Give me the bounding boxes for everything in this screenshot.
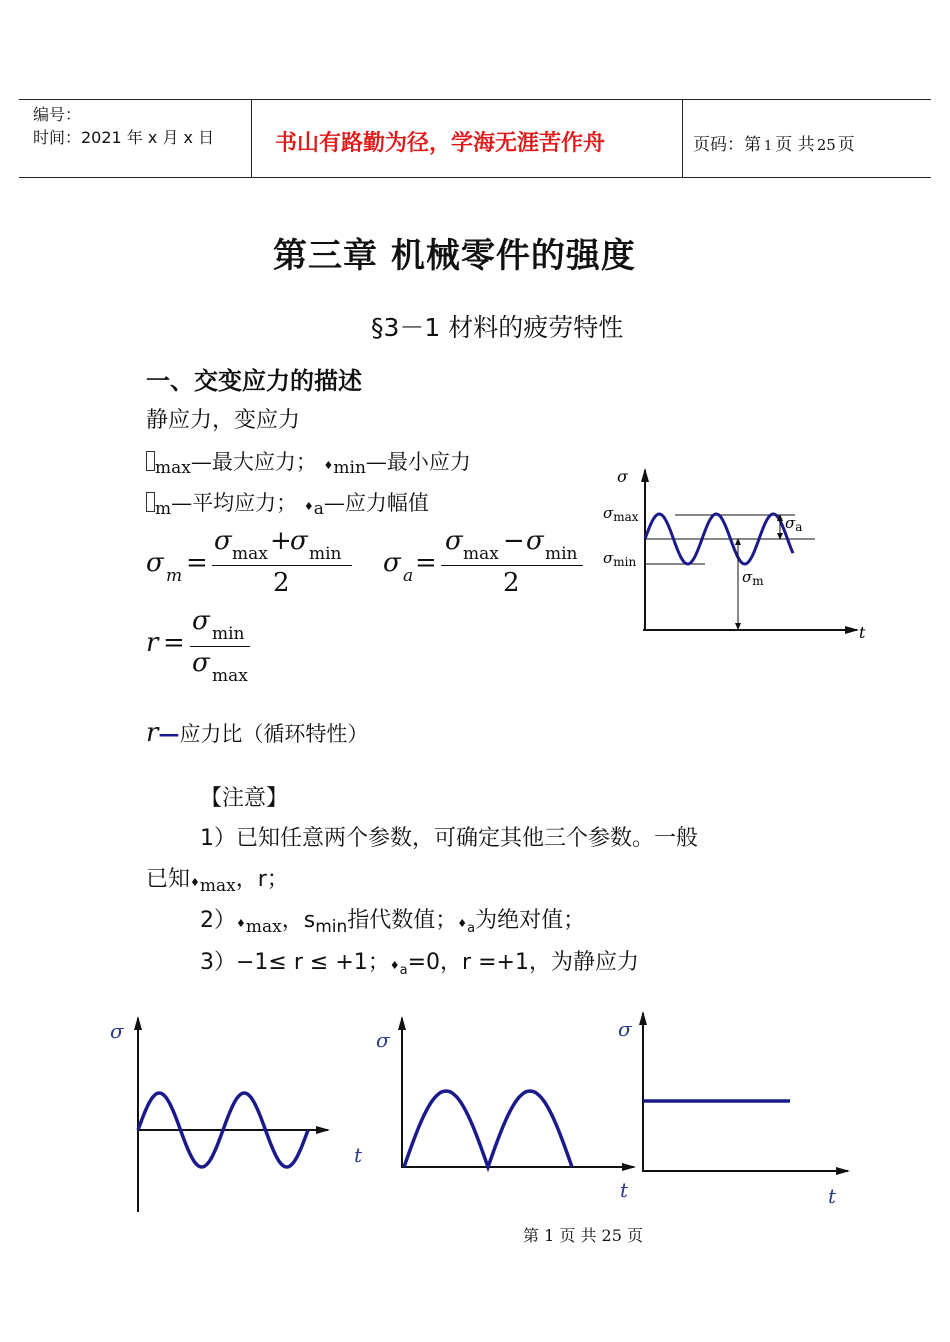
formula-denominator: 2 [503,568,520,598]
formula-num-sigma: σ [445,526,463,556]
line-mean-amp-stress [146,487,429,519]
text: 已知 [146,867,191,892]
formula-num-max: max [232,544,268,564]
text-max-stress: —最大应力； [190,450,317,474]
axis-t: t [859,623,866,642]
label-sigma-max [603,504,639,524]
header-divider-2 [682,100,683,178]
sub-max: max [155,458,191,478]
text: −1≤ r ≤ +1； [236,950,390,975]
formula-num-sigma: σ [192,606,210,636]
sub-min: min [613,555,637,569]
sub-max: max [199,876,236,896]
formula-sigma-a [383,528,603,598]
sigma: σ [603,549,614,567]
formula-r-symbol: r [146,628,159,658]
fraction-bar [190,646,250,647]
note-p1-line2 [146,862,289,896]
note-p3 [200,945,639,978]
page-code-mid: 页 共 [775,135,815,155]
line-max-min-stress [146,446,471,478]
note-p2 [200,903,585,937]
fraction-bar [441,565,583,566]
r-symbol: r [146,718,159,748]
formula-sigma: σ [383,548,401,578]
chapter-title: 第三章 机械零件的强度 [273,236,636,276]
pulsating-curve [404,1091,572,1167]
formula-num-sigma2: σ [526,526,544,556]
label-sigma-min [603,549,636,569]
formula-num-max: max [463,544,499,564]
pulsating-cycle-diagram [370,1015,640,1200]
label-sigma-a [785,514,802,534]
formula-equals: = [415,548,437,578]
formula-minus: − [503,526,525,556]
formula-num-sigma: σ [214,526,232,556]
text: ，s [281,908,316,933]
header-divider-1 [251,100,252,178]
sub-max: max [613,510,639,524]
formula-sub-m: m [166,566,183,586]
section-title: §3－1 材料的疲劳特性 [371,313,624,342]
axis-sigma: σ [110,1019,124,1043]
header-bottom-rule [19,177,931,178]
sub-m: m [752,574,764,588]
text: 指代数值； [347,908,458,933]
sigma: σ [742,568,753,586]
motto: 书山有路勤为径，学海无涯苦作舟 [275,131,606,156]
text: 为绝对值； [475,908,586,933]
text: ，r； [235,867,289,892]
page-code-prefix: 页码：第 [693,135,761,155]
r-dash: — [158,721,180,746]
diamond-glyph: ♦ [303,500,314,513]
formula-plus: + [270,526,292,556]
sub-a: a [313,499,324,519]
diamond-glyph: ♦ [190,876,200,889]
text: 3） [200,950,236,975]
formula-sub-a: a [403,566,414,586]
sub-a: a [399,963,408,978]
formula-r [146,606,266,686]
missing-glyph-box [146,451,155,471]
axis-sigma: σ [617,467,628,486]
formula-num-min: min [212,624,245,644]
stress-cycle-diagram [595,460,875,645]
formula-sigma: σ [146,548,164,578]
axis-t: t [354,1143,363,1167]
sub-min: min [315,917,348,937]
label-sigma-m [742,568,764,588]
text-amplitude: —应力幅值 [323,491,429,515]
formula-num-sigma2: σ [290,526,308,556]
sub-a: a [795,520,803,534]
page-code-current: 1 [764,139,773,154]
formula-equals: = [163,628,185,658]
sigma: σ [785,514,796,532]
formula-denominator: 2 [273,568,290,598]
heading-alternating-stress: 一、交变应力的描述 [146,366,362,395]
formula-num-min: min [309,544,342,564]
text: 2） [200,908,236,933]
page-footer: 第 1 页 共 25 页 [523,1226,643,1245]
formula-num-min: min [545,544,578,564]
date-label: 时间：2021 年 x 月 x 日 [33,128,215,147]
diamond-glyph: ♦ [323,459,334,472]
missing-glyph-box [146,492,155,512]
text-mean-stress: —平均应力； [171,491,298,515]
header-top-rule [19,99,931,100]
sub-max: max [245,917,282,937]
note-p1-line1: 1）已知任意两个参数，可确定其他三个参数。一般 [200,826,698,851]
sub-min: min [333,458,366,478]
formula-equals: = [186,548,208,578]
axis-t: t [828,1184,837,1208]
formula-sigma-m [146,528,366,598]
text-min-stress: —最小应力 [365,450,471,474]
diamond-glyph: ♦ [457,917,468,930]
text: =0，r =+1，为静应力 [407,950,639,975]
axis-t: t [620,1178,629,1200]
diamond-glyph: ♦ [389,959,400,972]
axis-sigma: σ [376,1028,390,1052]
fraction-bar [212,565,352,566]
static-stress-diagram [610,1010,860,1215]
line-static-variable-stress: 静应力，变应力 [146,408,301,433]
page-code-suffix: 页 [837,135,855,155]
note-label: 【注意】 [200,786,289,811]
sub-m: m [155,499,172,519]
page-code-total: 25 [816,136,836,154]
code-label: 编号： [33,105,82,124]
formula-den-max: max [212,666,248,686]
formula-den-sigma: σ [192,648,210,678]
diamond-glyph: ♦ [236,917,246,930]
axis-sigma: σ [618,1017,632,1041]
r-definition: 应力比（循环特性） [179,722,369,746]
line-stress-ratio [146,718,368,748]
sigma: σ [603,504,614,522]
symmetric-cycle-diagram [100,1010,370,1215]
page-code [693,130,855,155]
sub-a: a [467,921,476,936]
